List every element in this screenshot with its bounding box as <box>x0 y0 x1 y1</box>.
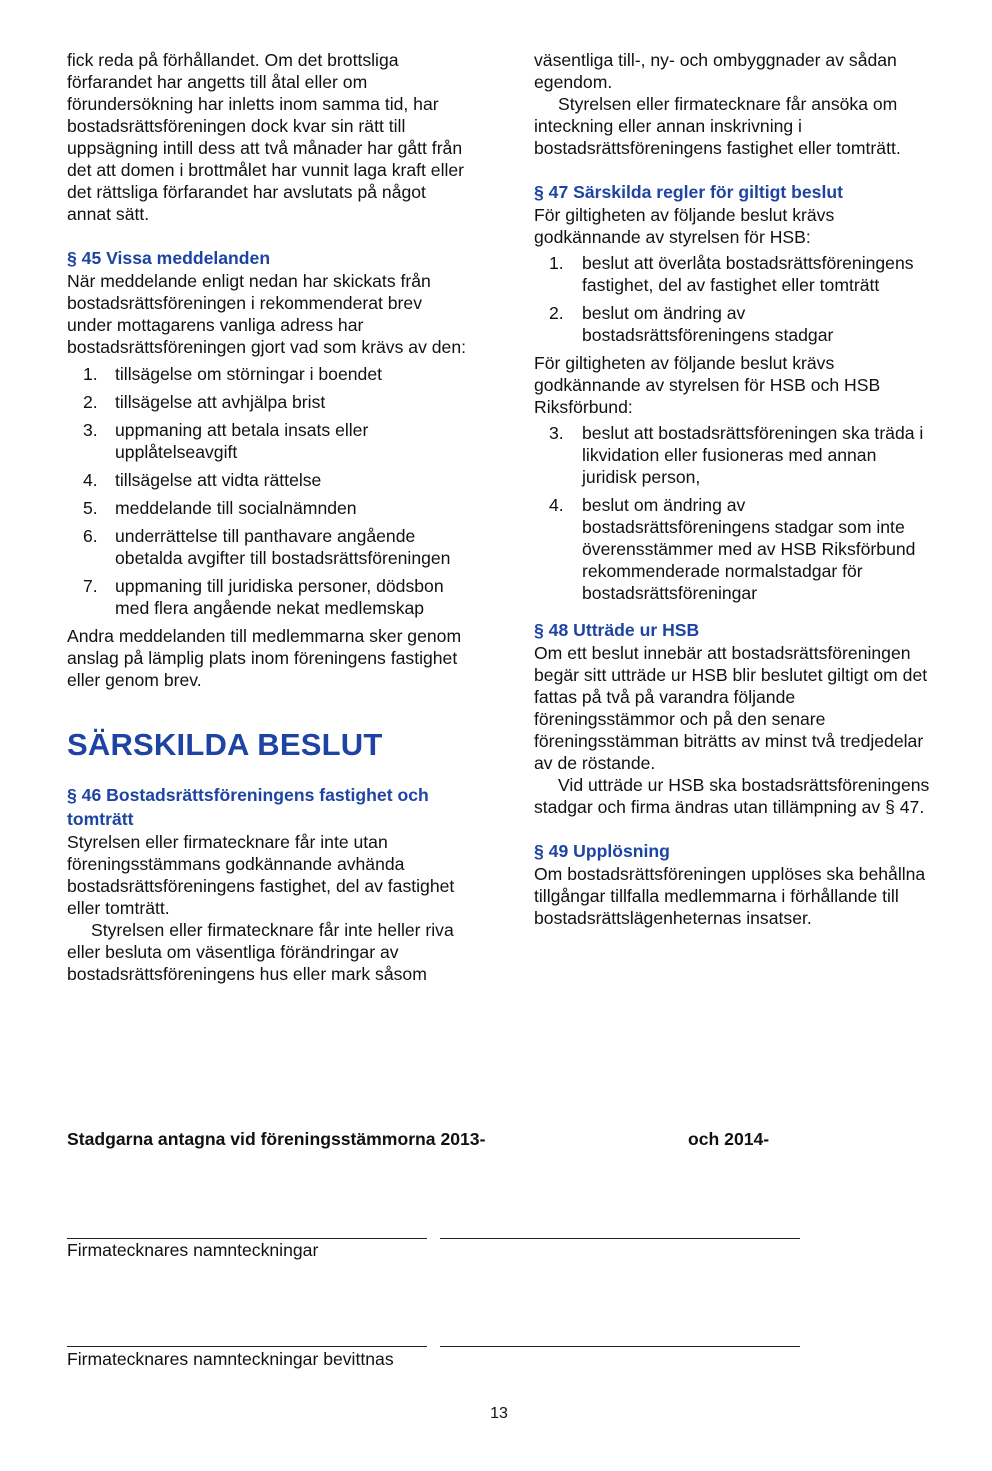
section-47-lead-1: För giltigheten av följande beslut krävs godkännande av styrelsen för HSB: <box>534 205 835 247</box>
list-item <box>67 391 467 413</box>
adoption-statement <box>67 1128 827 1150</box>
section-47-list-2 <box>534 422 934 604</box>
section-48-heading: § 48 Utträde ur HSB <box>534 620 700 640</box>
right-intro-paragraph-2: Styrelsen eller firmatecknare får ansöka om inteckning eller annan inskrivning i bostadsrättsföreningens fastighet eller tomträtt. <box>534 94 901 158</box>
list-item <box>534 302 934 346</box>
left-column <box>67 49 467 985</box>
section-45-heading: § 45 Vissa meddelanden <box>67 248 271 268</box>
section-45-list <box>67 363 467 619</box>
list-text: tillsägelse om störningar i boendet <box>115 364 382 384</box>
witness-signature-label: Firmatecknares namnteckningar bevittnas <box>67 1349 394 1369</box>
list-text: beslut om ändring av bostadsrättsföreningens stadgar <box>582 303 834 345</box>
list-text: beslut om ändring av bostadsrättsföreningens stadgar som inte överensstämmer med av HSB Riksförbund rekommenderade normalstadgar för bostadsrättsföreningar <box>582 495 916 603</box>
section-49-heading: § 49 Upplösning <box>534 841 670 861</box>
special-decisions-heading: SÄRSKILDA BESLUT <box>67 727 383 762</box>
list-text: meddelande till socialnämnden <box>115 498 357 518</box>
left-intro-paragraph: fick reda på förhållandet. Om det brottsliga förfarandet har angetts till åtal eller om förundersökning har inletts inom samma tid, har bostadsrättsföreningen dock kvar sin rätt till uppsägning intill dess att två månader har gått från det att domen i brottmålet har vunnit laga kraft eller det rättsliga förfarandet har avslutats på något annat sätt. <box>67 50 465 224</box>
list-number: 7. <box>83 576 98 596</box>
list-number: 6. <box>83 526 98 546</box>
list-item <box>534 252 934 296</box>
section-45-tail: Andra meddelanden till medlemmarna sker genom anslag på lämplig plats inom föreningens fastighet eller genom brev. <box>67 626 462 690</box>
section-48-paragraph-1: Om ett beslut innebär att bostadsrättsföreningen begär sitt utträde ur HSB blir beslutet giltigt om det fattas på två på varandra följande föreningsstämmor och på den senare föreningsstämman biträtts av minst två tredjedelar av de röstande. <box>534 643 928 773</box>
list-item <box>534 422 934 488</box>
list-number: 3. <box>83 420 98 440</box>
section-47-heading: § 47 Särskilda regler för giltigt beslut <box>534 182 843 202</box>
right-column <box>534 49 934 929</box>
list-item <box>67 525 467 569</box>
list-number: 2. <box>83 392 98 412</box>
list-item <box>67 419 467 463</box>
list-text: tillsägelse att avhjälpa brist <box>115 392 326 412</box>
section-46-paragraph-2: Styrelsen eller firmatecknare får inte heller riva eller besluta om väsentliga förändringar av bostadsrättsföreningens hus eller mark såsom <box>67 920 454 984</box>
list-number: 3. <box>549 423 564 443</box>
page-number: 13 <box>490 1405 508 1422</box>
list-number: 1. <box>549 253 564 273</box>
adoption-text-2013: Stadgarna antagna vid föreningsstämmorna 2013- <box>67 1129 486 1149</box>
section-45-lead: När meddelande enligt nedan har skickats från bostadsrättsföreningen i rekommenderat brev under mottagarens vanliga adress har bostadsrättsföreningen gjort vad som krävs av den: <box>67 271 467 357</box>
list-text: beslut att överlåta bostadsrättsföreningens fastighet, del av fastighet eller tomträtt <box>582 253 914 295</box>
witness-signature-line[interactable] <box>440 1346 800 1347</box>
list-item <box>67 469 467 491</box>
list-text: beslut att bostadsrättsföreningen ska träda i likvidation eller fusioneras med annan juridisk person, <box>582 423 924 487</box>
list-number: 1. <box>83 364 98 384</box>
section-48-paragraph-2: Vid utträde ur HSB ska bostadsrättsföreningens stadgar och firma ändras utan tillämpning av § 47. <box>534 775 930 817</box>
section-46-paragraph-1: Styrelsen eller firmatecknare får inte utan föreningsstämmans godkännande avhända bostadsrättsföreningens fastighet, del av fastighet eller tomträtt. <box>67 832 455 918</box>
section-46-heading: § 46 Bostadsrättsföreningens fastighet och tomträtt <box>67 785 429 829</box>
list-text: uppmaning att betala insats eller upplåtelseavgift <box>115 420 369 462</box>
right-intro-paragraph-1: väsentliga till-, ny- och ombyggnader av sådan egendom. <box>534 50 897 92</box>
list-number: 4. <box>549 495 564 515</box>
signature-label: Firmatecknares namnteckningar <box>67 1240 319 1260</box>
list-text: underrättelse till panthavare angående obetalda avgifter till bostadsrättsföreningen <box>115 526 451 568</box>
list-number: 5. <box>83 498 98 518</box>
adoption-text-2014: och 2014- <box>688 1129 770 1149</box>
section-47-lead-2: För giltigheten av följande beslut krävs godkännande av styrelsen för HSB och HSB Riksförbund: <box>534 353 881 417</box>
list-item <box>534 494 934 604</box>
signature-line[interactable] <box>440 1238 800 1239</box>
section-47-list-1 <box>534 252 934 346</box>
list-text: tillsägelse att vidta rättelse <box>115 470 322 490</box>
list-item <box>67 575 467 619</box>
list-item <box>67 363 467 385</box>
section-49-paragraph: Om bostadsrättsföreningen upplöses ska behållna tillgångar tillfalla medlemmarna i förhållande till bostadsrättslägenheternas insatser. <box>534 864 926 928</box>
list-number: 2. <box>549 303 564 323</box>
list-number: 4. <box>83 470 98 490</box>
witness-signature-line[interactable] <box>67 1346 427 1347</box>
list-item <box>67 497 467 519</box>
list-text: uppmaning till juridiska personer, dödsbon med flera angående nekat medlemskap <box>115 576 444 618</box>
